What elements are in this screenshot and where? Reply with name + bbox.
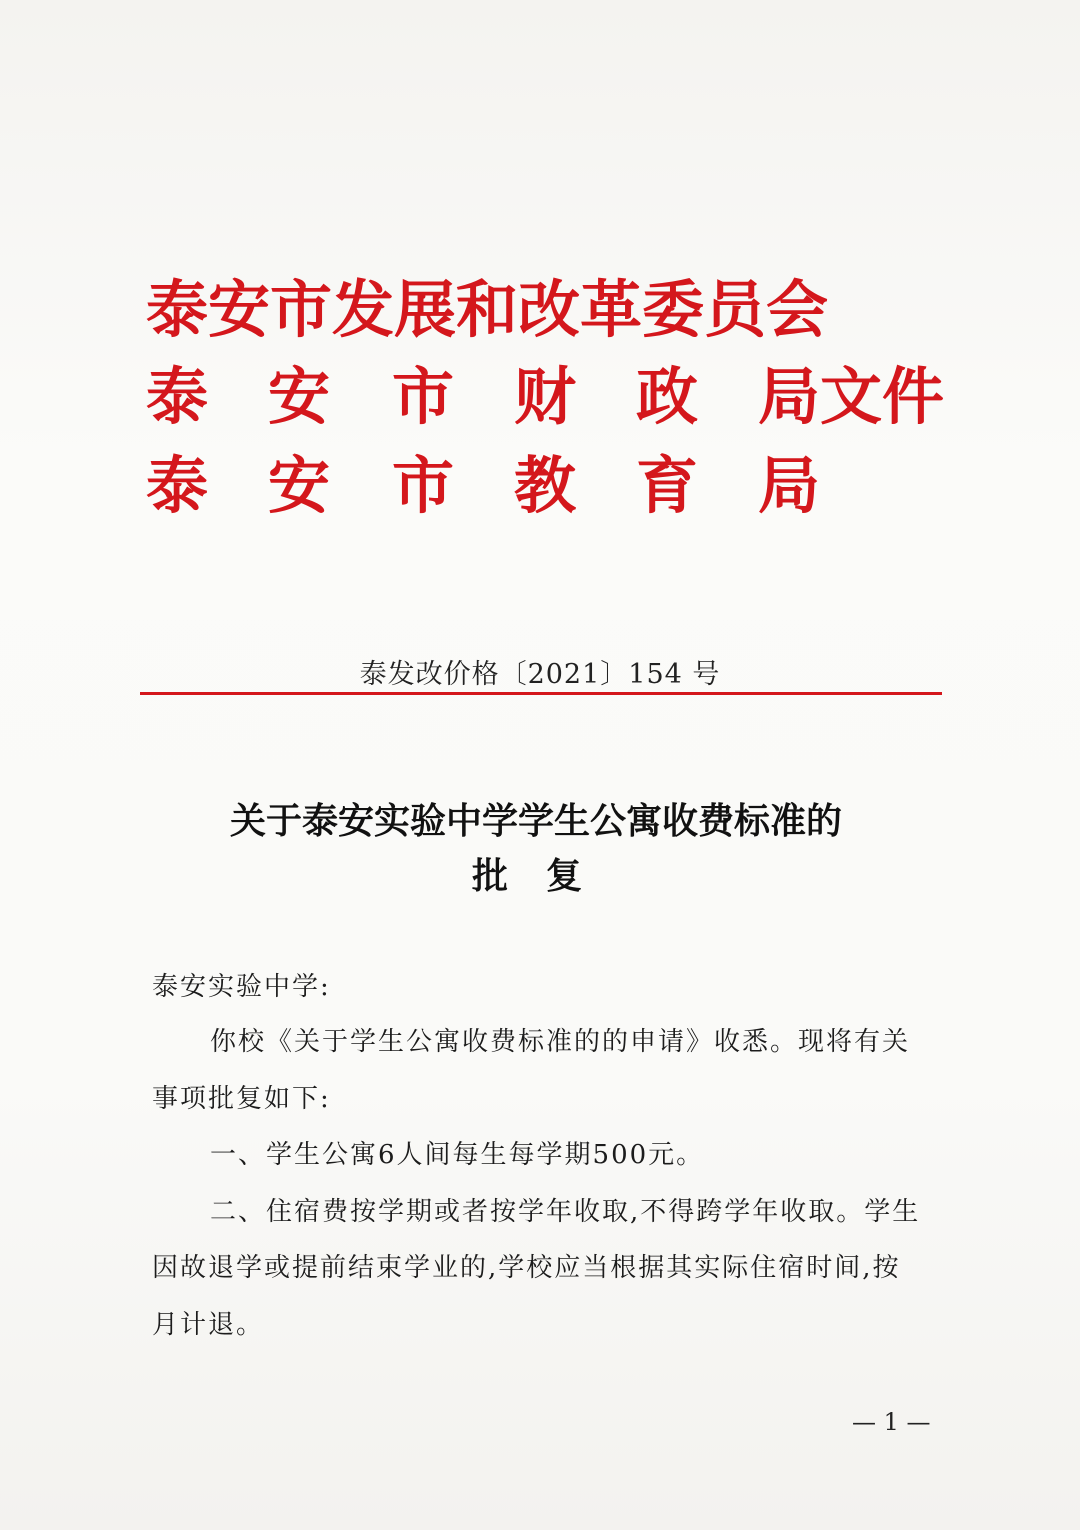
document-title-line-2: 批复 [471, 856, 620, 897]
document-number: 泰发改价格〔2021〕154 号 [359, 659, 721, 690]
masthead-line-3 [0, 451, 1080, 521]
item-2-line-1: 二、住宿费按学期或者按学年收取,不得跨学年收取。学生 [210, 1197, 921, 1227]
masthead-line-3-char: 局 [758, 449, 821, 522]
item-1: 一、学生公寓6人间每生每学期500元。 [210, 1140, 705, 1170]
item-2-line-3: 月计退。 [152, 1310, 265, 1340]
paragraph-1-line-2: 事项批复如下: [152, 1084, 331, 1114]
masthead-line-2 [0, 362, 1080, 432]
masthead-line-2-char: 政 [636, 360, 699, 433]
masthead-line-2-char: 财 [514, 360, 577, 433]
item-2-line-2: 因故退学或提前结束学业的,学校应当根据其实际住宿时间,按 [152, 1253, 901, 1283]
masthead-line-2-char: 市 [392, 360, 455, 433]
masthead-line-1-text: 泰安市发展和改革委员会 [146, 273, 829, 346]
page-number: — 1 — [852, 1408, 931, 1436]
masthead-line-3-char: 市 [392, 449, 455, 522]
salutation: 泰安实验中学: [152, 972, 331, 1002]
paragraph-1-line-1: 你校《关于学生公寓收费标准的的申请》收悉。现将有关 [210, 1027, 911, 1057]
masthead-line-3-char: 泰 [146, 449, 209, 522]
masthead-line-3-char: 育 [636, 449, 699, 522]
masthead-line-2-char: 安 [268, 360, 331, 433]
masthead-line-2-char: 泰 [146, 360, 209, 433]
masthead-line-1 [0, 275, 1080, 345]
masthead-line-3-char: 教 [514, 449, 577, 522]
red-divider-rule [140, 692, 942, 695]
masthead-line-2-char: 局文件 [758, 360, 945, 433]
masthead-line-3-char: 安 [268, 449, 331, 522]
document-title-line-1: 关于泰安实验中学学生公寓收费标准的 [229, 801, 842, 842]
